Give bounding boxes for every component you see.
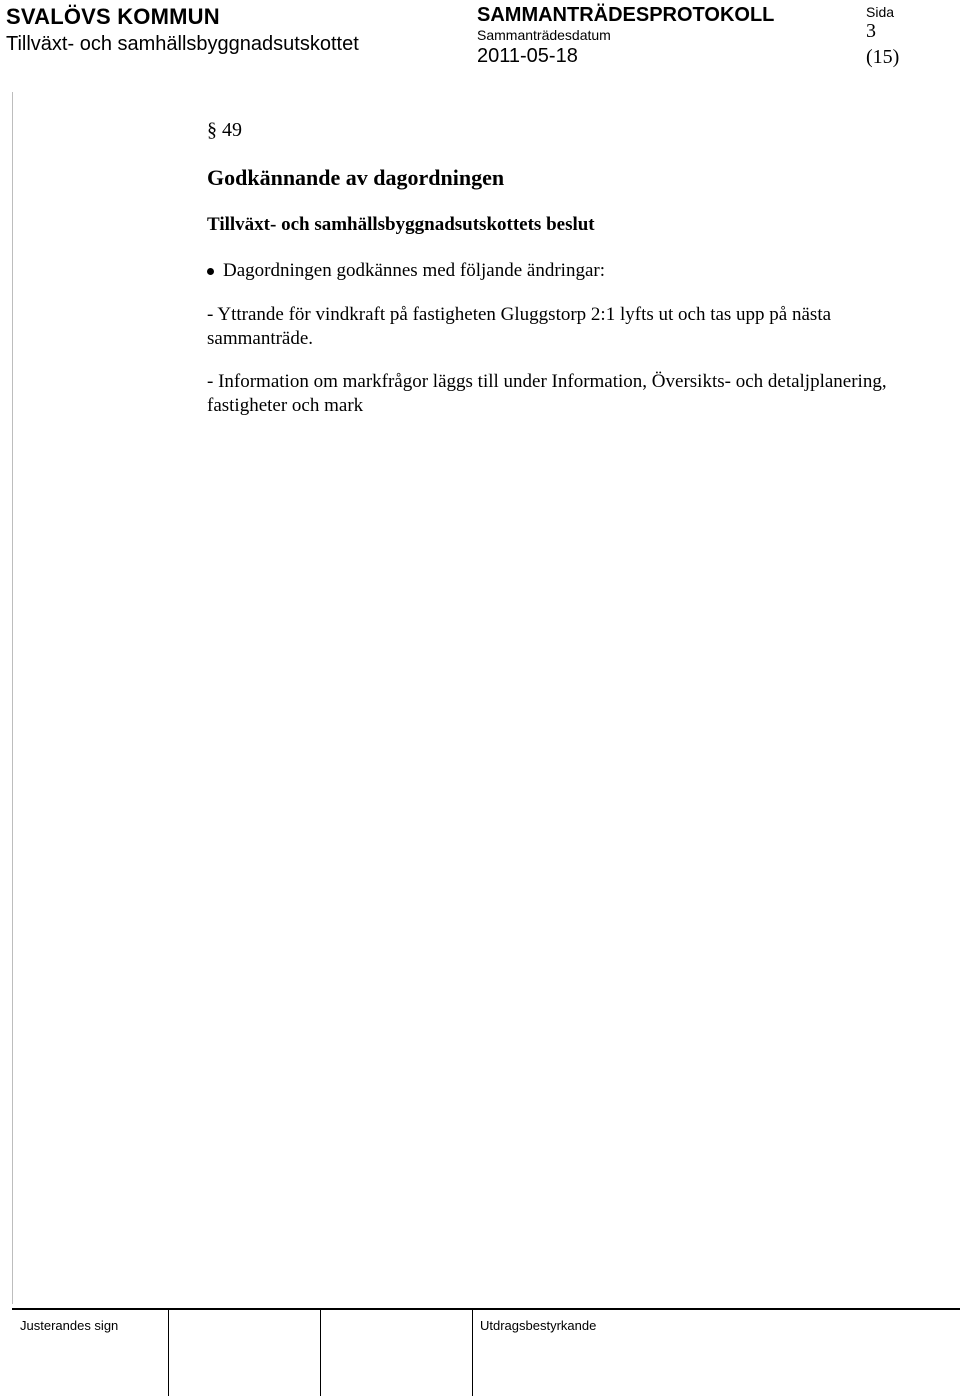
paragraph-number-value: 49 (222, 119, 242, 141)
org-name: SVALÖVS KOMMUN (6, 4, 220, 29)
utdragsbestyrkande-label: Utdragsbestyrkande (480, 1318, 597, 1333)
paragraph-symbol: § (207, 119, 217, 141)
footer-top-rule (12, 1308, 960, 1310)
justerandes-sign-label: Justerandes sign (20, 1318, 119, 1333)
footer-divider (168, 1308, 169, 1396)
page-number: 3 (866, 20, 876, 42)
bullet-icon (207, 268, 214, 275)
page-label: Sida (866, 4, 895, 20)
paragraph-number (207, 112, 927, 148)
meeting-date-label: Sammanträdesdatum (477, 27, 611, 43)
meeting-date: 2011-05-18 (477, 45, 578, 67)
footer-divider (320, 1308, 321, 1396)
decision-bullet-text: Dagordningen godkännes med följande ändringar: (223, 260, 605, 281)
decision-bullet (207, 258, 927, 284)
page-total: (15) (866, 46, 900, 68)
committee-name: Tillväxt- och samhällsbyggnadsutskottet (6, 33, 359, 55)
decision-heading: Tillväxt- och samhällsbyggnadsutskottets beslut (207, 214, 595, 235)
signature-footer (12, 1308, 960, 1396)
paragraph-title: Godkännande av dagordningen (207, 165, 505, 190)
minutes-body (207, 112, 927, 418)
footer-divider (472, 1308, 473, 1396)
left-margin-rule (12, 92, 13, 1304)
document-type: SAMMANTRÄDESPROTOKOLL (477, 4, 775, 26)
change-item: - Information om markfrågor läggs till under Information, Översikts- och detaljplanering, fastigheter och mark (207, 371, 887, 416)
change-item: - Yttrande för vindkraft på fastigheten Gluggstorp 2:1 lyfts ut och tas upp på nästa sammanträde. (207, 304, 832, 349)
